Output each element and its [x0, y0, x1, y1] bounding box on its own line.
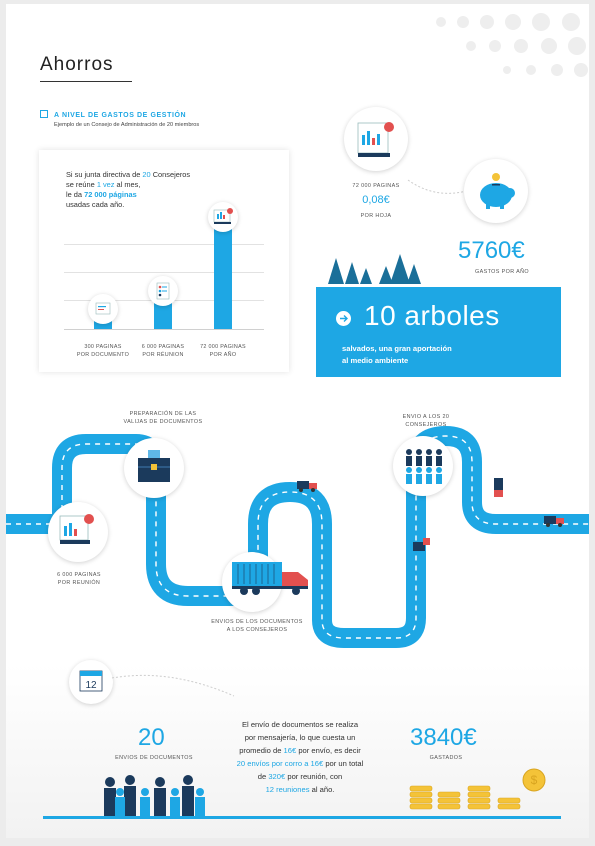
bottom-rule	[43, 816, 561, 819]
dashed-connector	[110, 672, 240, 702]
document-stack-icon	[48, 502, 108, 562]
trees-title: 10 arboles	[364, 300, 500, 331]
price-per-sheet: 0,08€	[362, 194, 390, 206]
pages-label: 72 000 PAGINAS	[352, 183, 400, 189]
coin-icon	[406, 766, 556, 816]
arrow-right-icon	[336, 311, 351, 326]
pages-per-meeting-label: 6 000 PAGINAS POR REUNIÓN	[57, 572, 101, 586]
meeting-frequency: 1 vez	[96, 180, 115, 189]
shipments-label: ENVIOS DE DOCUMENTOS	[115, 755, 193, 761]
baseline	[64, 329, 264, 330]
small-truck-icon	[544, 514, 568, 528]
calendar-icon	[69, 660, 113, 704]
prep-label: PREPARACIÓN DE LAS VALIJAS DE DOCUMENTOS	[123, 411, 203, 425]
grid-line	[64, 244, 264, 245]
bar-label-meeting: 6 000 PAGINAS POR RÉUNION	[141, 344, 185, 358]
checkbox-icon	[40, 110, 48, 118]
bar-per-meeting	[154, 302, 172, 329]
tree-icon	[326, 250, 426, 290]
calendar-day: 12	[85, 680, 97, 691]
piggy-bank-icon	[464, 159, 528, 223]
small-truck-icon	[492, 478, 506, 500]
card-intro: Si su junta directiva de 20 Consejeros se reúne 1 vez al mes, le da 72 000 páginas usadas cada año.	[66, 170, 191, 209]
people-icon	[100, 772, 210, 818]
document-stack-icon	[344, 107, 408, 171]
spent-amount: 3840€	[410, 724, 477, 751]
section-title-text: A NIVEL DE GASTOS DE GESTIÓN	[54, 112, 187, 119]
document-icon	[88, 294, 118, 324]
trees-caption: salvados, una gran aportación al medio ambiente	[342, 344, 452, 365]
bar-label-year: 72 000 PAGINAS POR AÑO	[200, 344, 246, 358]
small-truck-icon	[297, 479, 321, 493]
grid-line	[64, 272, 264, 273]
people-icon	[393, 436, 453, 496]
briefcase-icon	[124, 438, 184, 498]
yearly-cost-label: GASTOS POR AÑO	[474, 269, 530, 275]
page-title: Ahorros	[40, 54, 114, 75]
spent-label: GASTADOS	[429, 755, 463, 761]
shipping-explanation: El envío de documentos se realiza por mensajería, lo que cuesta un promedio de 16€ por envío, es decir 20 envíos por corro a 16€ por un total de 320€ por reunión, con 12 reuniones al año.	[236, 720, 364, 794]
truck-icon	[232, 560, 314, 600]
small-truck-icon	[411, 536, 433, 558]
dot-pattern-decoration	[411, 12, 589, 82]
pages-per-year: 72 000 páginas	[84, 190, 137, 199]
send-label: ENVIO A LOS 20 CONSEJEROS	[402, 414, 450, 428]
section-heading	[40, 110, 186, 119]
yearly-cost: 5760€	[458, 237, 525, 264]
title-underline	[40, 81, 132, 82]
shipping-label: ENVIOS DE LOS DOCUMENTOS A LOS CONSEJEROS	[211, 619, 303, 633]
bar-per-year	[214, 224, 232, 329]
bar-label-document: 300 PAGINAS POR DOCUMENTO	[76, 344, 130, 358]
document-stack-icon	[208, 202, 238, 232]
shipments-count: 20	[138, 724, 165, 751]
checklist-icon	[148, 276, 178, 306]
svg-text:$: $	[530, 773, 538, 787]
councillors-count: 20	[142, 170, 151, 179]
infographic-page	[6, 4, 589, 838]
per-sheet-label: POR HOJA	[360, 213, 392, 219]
section-subtitle: Ejemplo de un Consejo de Administración de 20 miembros	[54, 122, 200, 128]
